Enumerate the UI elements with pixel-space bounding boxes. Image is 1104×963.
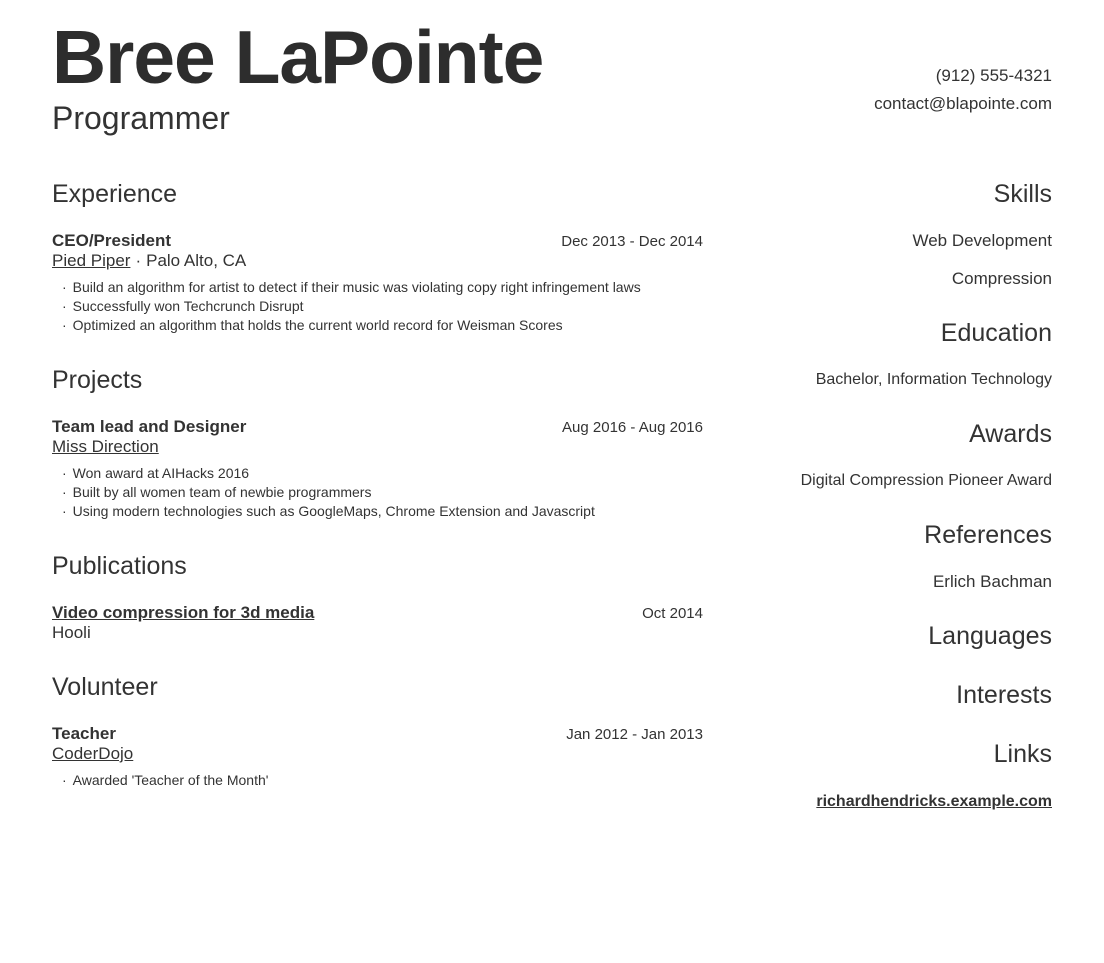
date-range: Dec 2013 - Dec 2014 [561,233,703,250]
org-line [52,437,703,456]
bullet-item [52,483,703,502]
volunteer-heading: Volunteer [52,673,158,701]
awards-heading: Awards [969,420,1052,448]
main-column [52,180,703,842]
bullet-list [52,278,703,335]
section-publications [52,552,703,642]
job-title: CEO/President [52,231,172,250]
bullet-text: Using modern technologies such as GoogleMaps, Chrome Extension and Javascript [72,503,595,519]
bullet-list [52,771,703,790]
interests-heading: Interests [956,681,1052,709]
skills-heading: Skills [993,180,1052,208]
bullet-marker: · [62,484,67,500]
links-heading: Links [993,740,1052,768]
entry-title-row [52,417,703,437]
bullet-marker: · [62,772,67,788]
bullet-marker: · [62,279,67,295]
bullet-item [52,502,703,521]
org-link[interactable]: Miss Direction [52,437,159,456]
experience-entry [52,231,703,335]
award-item: Digital Compression Pioneer Award [800,472,1052,489]
bullet-text: Build an algorithm for artist to detect if their music was violating copy right infringement laws [72,279,641,295]
skill-item: Compression [951,269,1052,288]
entry-title-row [52,603,703,623]
references-heading: References [924,521,1052,549]
entry-title-row [52,231,703,251]
skill-item: Web Development [912,231,1052,250]
volunteer-title: Teacher [52,724,116,743]
project-title: Team lead and Designer [52,417,247,436]
bullet-text: Won award at AIHacks 2016 [72,465,250,481]
middot-separator: · [135,251,142,270]
resume-header [52,14,1052,137]
org-link[interactable]: Pied Piper [52,251,131,270]
publication-title-link[interactable]: Video compression for 3d media [52,603,315,622]
date-range: Oct 2014 [642,605,703,622]
bullet-marker: · [62,298,67,314]
bullet-text: Optimized an algorithm that holds the current world record for Weisman Scores [72,317,563,333]
contact-block [874,14,1052,137]
section-awards [703,420,1052,490]
bullet-item [52,316,703,335]
date-range: Jan 2012 - Jan 2013 [566,726,703,743]
org-line [52,251,703,270]
languages-heading: Languages [928,622,1052,650]
date-range: Aug 2016 - Aug 2016 [562,419,703,436]
phone-number: (912) 555-4321 [935,66,1052,85]
section-education [703,319,1052,389]
person-role: Programmer [52,100,230,136]
external-link[interactable]: richardhendricks.example.com [816,793,1052,810]
experience-heading: Experience [52,180,178,208]
entry-title-row [52,724,703,744]
bullet-marker: · [62,503,67,519]
bullet-text: Successfully won Techcrunch Disrupt [72,298,304,314]
bullet-text: Awarded 'Teacher of the Month' [72,772,269,788]
bullet-item [52,771,703,790]
publication-entry [52,603,703,642]
publications-heading: Publications [52,552,187,580]
bullet-marker: · [62,317,67,333]
bullet-list [52,464,703,521]
projects-heading: Projects [52,366,143,394]
education-heading: Education [940,319,1052,347]
reference-item: Erlich Bachman [932,572,1052,591]
identity-block [52,14,543,137]
section-links [703,740,1052,811]
section-projects [52,366,703,521]
org-line [52,744,703,763]
section-languages [703,622,1052,650]
bullet-item [52,297,703,316]
education-item: Bachelor, Information Technology [815,371,1052,388]
volunteer-entry [52,724,703,790]
resume-body [52,180,1052,842]
section-volunteer [52,673,703,790]
publisher-name: Hooli [52,623,91,642]
sidebar-column [703,180,1052,842]
location: Palo Alto, CA [146,251,247,270]
section-skills [703,180,1052,288]
person-name: Bree LaPointe [52,15,544,99]
bullet-item [52,464,703,483]
email-address: contact@blapointe.com [874,94,1052,113]
project-entry [52,417,703,521]
section-interests [703,681,1052,709]
section-references [703,521,1052,591]
org-link[interactable]: CoderDojo [52,744,134,763]
bullet-marker: · [62,465,67,481]
bullet-item [52,278,703,297]
section-experience [52,180,703,335]
org-line [52,623,703,642]
bullet-text: Built by all women team of newbie programmers [72,484,372,500]
